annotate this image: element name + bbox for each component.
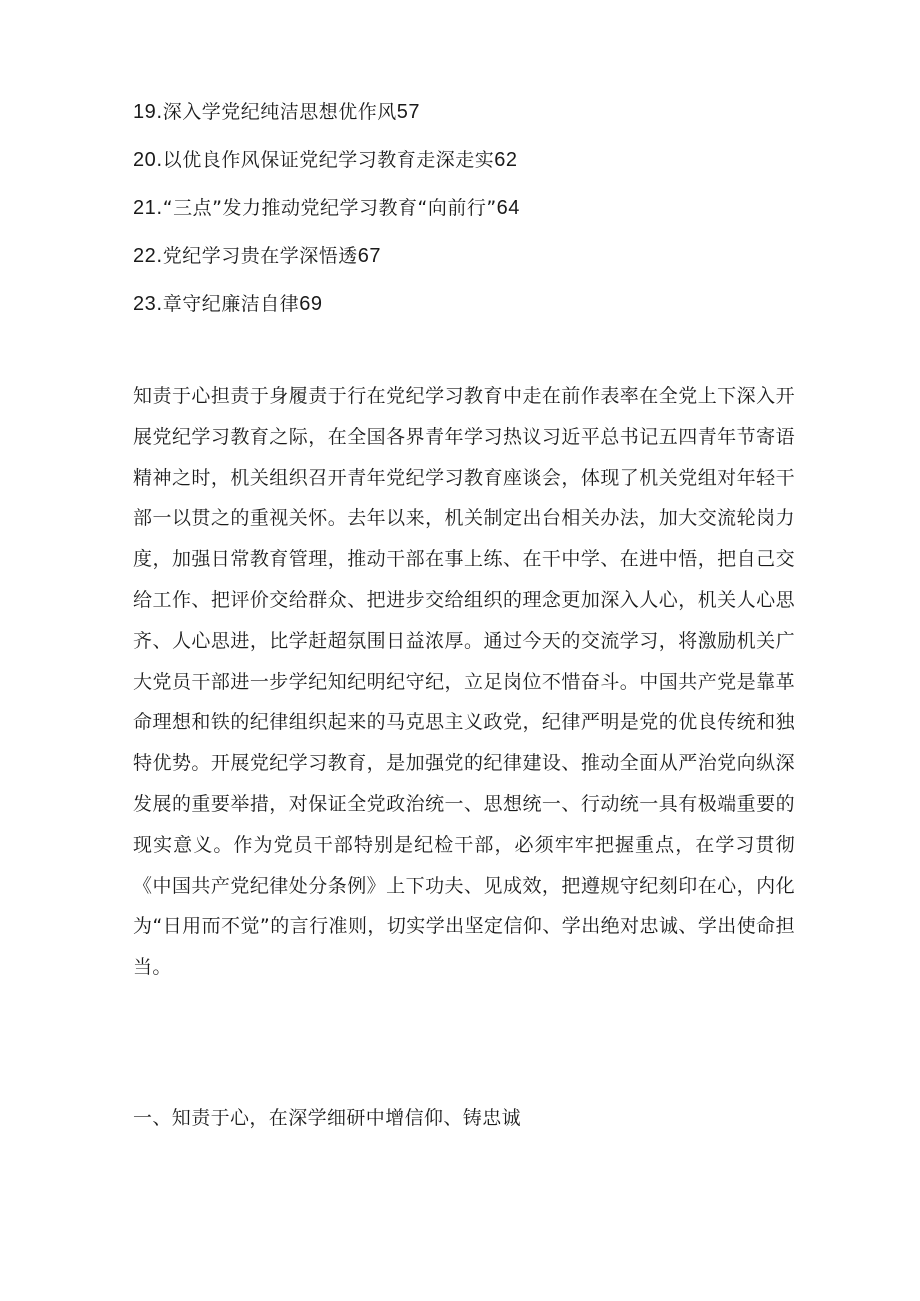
table-of-contents <box>133 96 833 336</box>
toc-entry-page: 62 <box>494 149 518 171</box>
toc-entry-title: .“三点”发力推动党纪学习教育“向前行” <box>156 197 497 219</box>
toc-entry-page: 57 <box>396 101 421 123</box>
body-paragraph: 知责于心担责于身履责于行在党纪学习教育中走在前作表率在全党上下深入开展党纪学习教育之际，在全国各界青年学习热议习近平总书记五四青年节寄语精神之时，机关组织召开青年党纪学习教育座谈会，体现了机关党组对年轻干部一以贯之的重视关怀。去年以来，机关制定出台相关办法，加大交流轮岗力度，加强日常教育管理，推动干部在事上练、在干中学、在进中悟，把自己交给工作、把评价交给群众、把进步交给组织的理念更加深入人心，机关人心思齐、人心思进，比学赶超氛围日益浓厚。通过今天的交流学习，将激励机关广大党员干部进一步学纪知纪明纪守纪，立足岗位不惜奋斗。中国共产党是靠革命理想和铁的纪律组织起来的马克思主义政党，纪律严明是党的优良传统和独特优势。开展党纪学习教育，是加强党的纪律建设、推动全面从严治党向纵深发展的重要举措，对保证全党政治统一、思想统一、行动统一具有极端重要的现实意义。作为党员干部特别是纪检干部，必须牢牢把握重点，在学习贯彻《中国共产党纪律处分条例》上下功夫、见成效，把遵规守纪刻印在心，内化为“日用而不觉”的言行准则，切实学出坚定信仰、学出绝对忠诚、学出使命担当。 <box>133 385 795 979</box>
toc-entry-title: .以优良作风保证党纪学习教育走深走实 <box>156 149 495 171</box>
toc-entry-number: 22 <box>133 245 157 267</box>
toc-entry-number: 23 <box>133 293 157 315</box>
toc-entry-number: 20 <box>133 149 157 171</box>
toc-entry-page: 64 <box>496 197 520 219</box>
toc-entry-page: 69 <box>299 293 323 315</box>
toc-entry <box>133 144 833 176</box>
section-heading: 一、知责于心，在深学细研中增信仰、铸忠诚 <box>133 1107 522 1129</box>
toc-entry-title: .章守纪廉洁自律 <box>156 293 300 315</box>
toc-entry <box>133 288 833 320</box>
toc-entry <box>133 192 833 224</box>
toc-entry-number: 21 <box>133 197 157 219</box>
toc-entry <box>133 240 833 272</box>
toc-entry-title: .党纪学习贵在学深悟透 <box>156 245 358 267</box>
toc-entry-number: 19 <box>133 101 157 123</box>
toc-entry <box>133 96 833 128</box>
toc-entry-title: .深入学党纪纯洁思想优作风 <box>156 101 397 123</box>
toc-entry-page: 67 <box>357 245 382 267</box>
